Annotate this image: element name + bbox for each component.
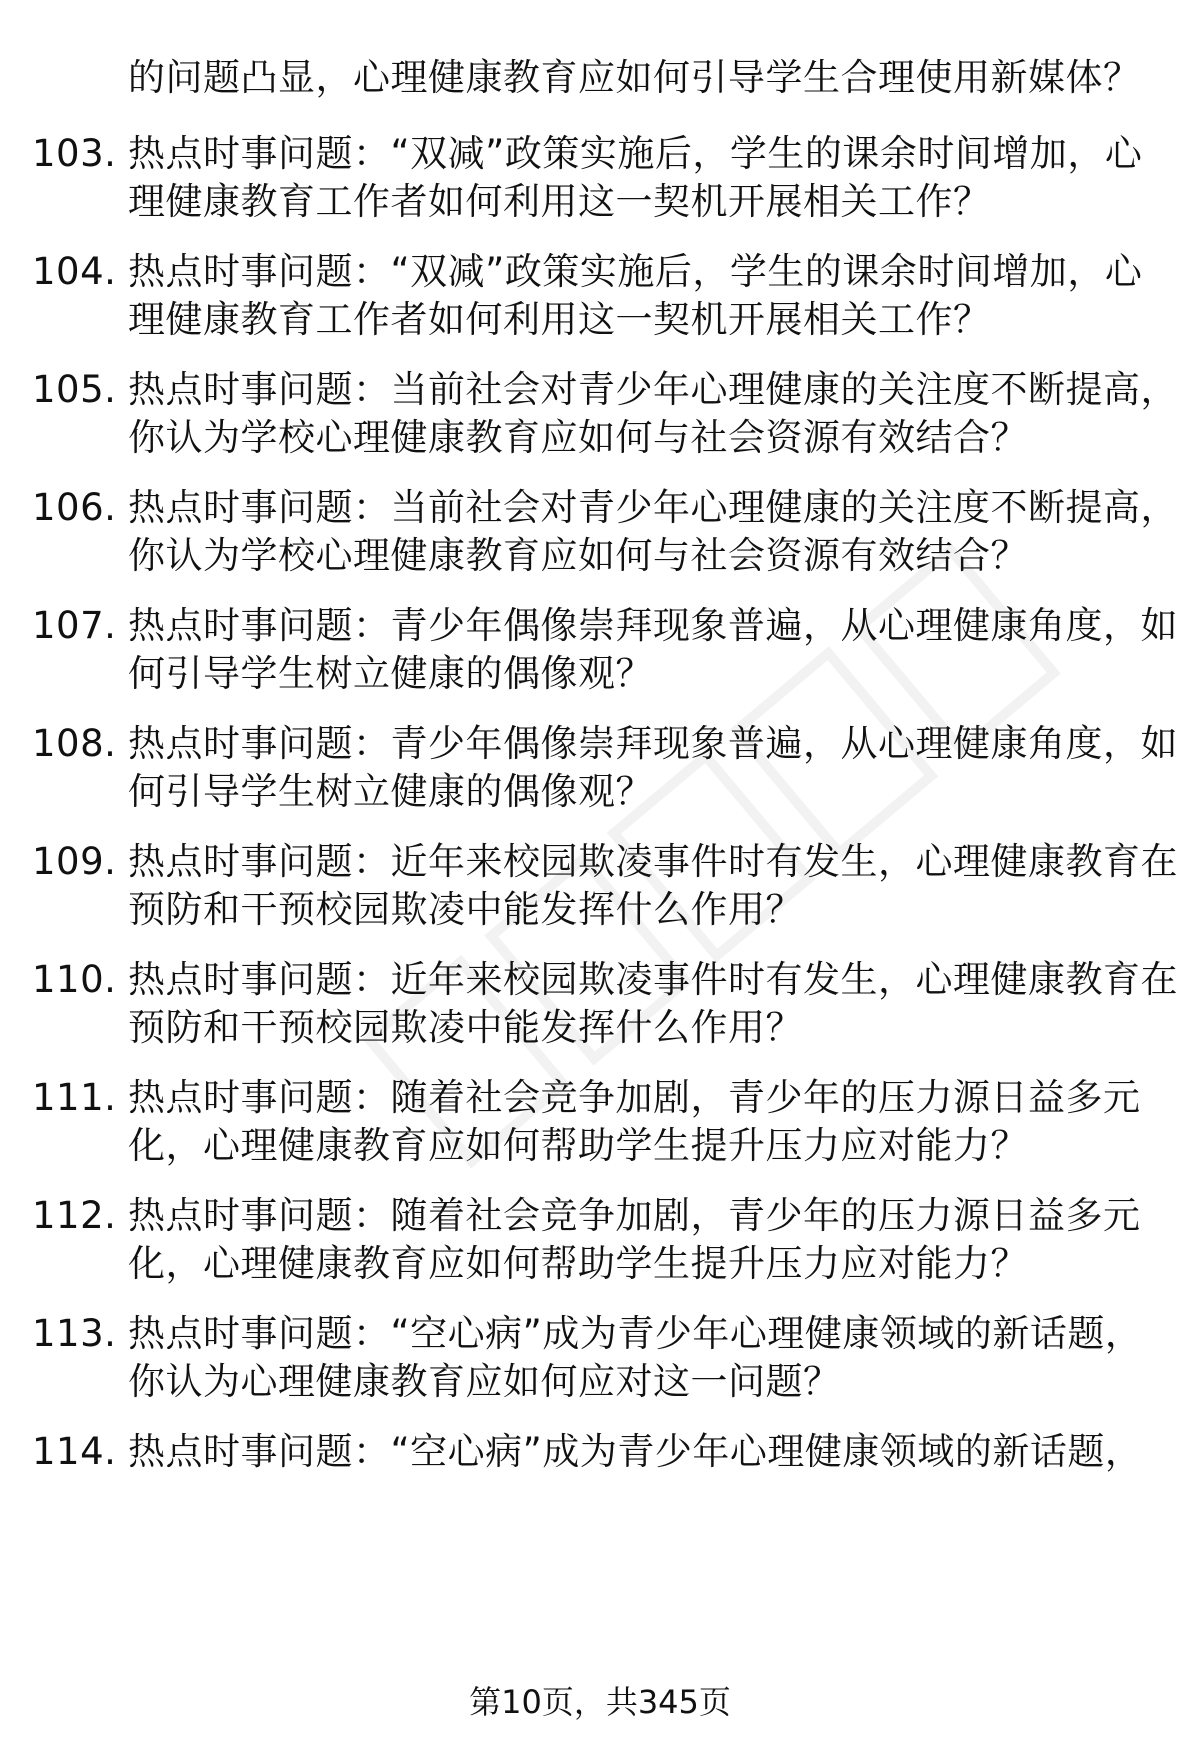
question-line-2: 预防和干预校园欺凌中能发挥什么作用？ — [128, 888, 803, 931]
question-line-2: 你认为学校心理健康教育应如何与社会资源有效结合？ — [128, 416, 1028, 459]
page-footer: 第10页，共345页 — [469, 1683, 731, 1721]
question-line-1: 热点时事问题：近年来校园欺凌事件时有发生，心理健康教育在 — [128, 958, 1178, 1001]
question-line-1: 热点时事问题：当前社会对青少年心理健康的关注度不断提高， — [128, 368, 1178, 411]
question-line-1: 热点时事问题：“双减”政策实施后，学生的课余时间增加，心 — [128, 132, 1143, 175]
question-line-2: 预防和干预校园欺凌中能发挥什么作用？ — [128, 1006, 803, 1049]
question-line-2: 理健康教育工作者如何利用这一契机开展相关工作？ — [128, 180, 991, 223]
question-number: 104. — [32, 250, 117, 293]
question-line-1: 热点时事问题：青少年偶像崇拜现象普遍，从心理健康角度，如 — [128, 604, 1178, 647]
question-number: 109. — [32, 840, 117, 883]
question-line-1: 热点时事问题：随着社会竞争加剧，青少年的压力源日益多元 — [128, 1194, 1141, 1237]
question-line-1: 热点时事问题：近年来校园欺凌事件时有发生，心理健康教育在 — [128, 840, 1178, 883]
question-line-1: 热点时事问题：随着社会竞争加剧，青少年的压力源日益多元 — [128, 1076, 1141, 1119]
question-line-2: 你认为学校心理健康教育应如何与社会资源有效结合？ — [128, 534, 1028, 577]
question-number: 112. — [32, 1194, 117, 1237]
question-line-2: 何引导学生树立健康的偶像观？ — [128, 652, 653, 695]
question-number: 108. — [32, 722, 117, 765]
question-line-1: 热点时事问题：“双减”政策实施后，学生的课余时间增加，心 — [128, 250, 1143, 293]
question-number: 107. — [32, 604, 117, 647]
question-line-2: 你认为心理健康教育应如何应对这一问题？ — [128, 1360, 841, 1403]
question-number: 114. — [32, 1430, 117, 1473]
question-line-1: 热点时事问题：“空心病”成为青少年心理健康领域的新话题， — [128, 1312, 1143, 1355]
question-line-1: 热点时事问题：青少年偶像崇拜现象普遍，从心理健康角度，如 — [128, 722, 1178, 765]
question-number: 111. — [32, 1076, 117, 1119]
question-line-2: 化，心理健康教育应如何帮助学生提升压力应对能力？ — [128, 1242, 1028, 1285]
question-number: 113. — [32, 1312, 117, 1355]
continuation-line: 的问题凸显，心理健康教育应如何引导学生合理使用新媒体？ — [128, 56, 1141, 99]
question-number: 110. — [32, 958, 117, 1001]
question-line-1: 热点时事问题：“空心病”成为青少年心理健康领域的新话题， — [128, 1430, 1143, 1473]
question-line-2: 理健康教育工作者如何利用这一契机开展相关工作？ — [128, 298, 991, 341]
question-number: 103. — [32, 132, 117, 175]
question-number: 105. — [32, 368, 117, 411]
question-line-2: 何引导学生树立健康的偶像观？ — [128, 770, 653, 813]
question-line-1: 热点时事问题：当前社会对青少年心理健康的关注度不断提高， — [128, 486, 1178, 529]
question-line-2: 化，心理健康教育应如何帮助学生提升压力应对能力？ — [128, 1124, 1028, 1167]
question-number: 106. — [32, 486, 117, 529]
